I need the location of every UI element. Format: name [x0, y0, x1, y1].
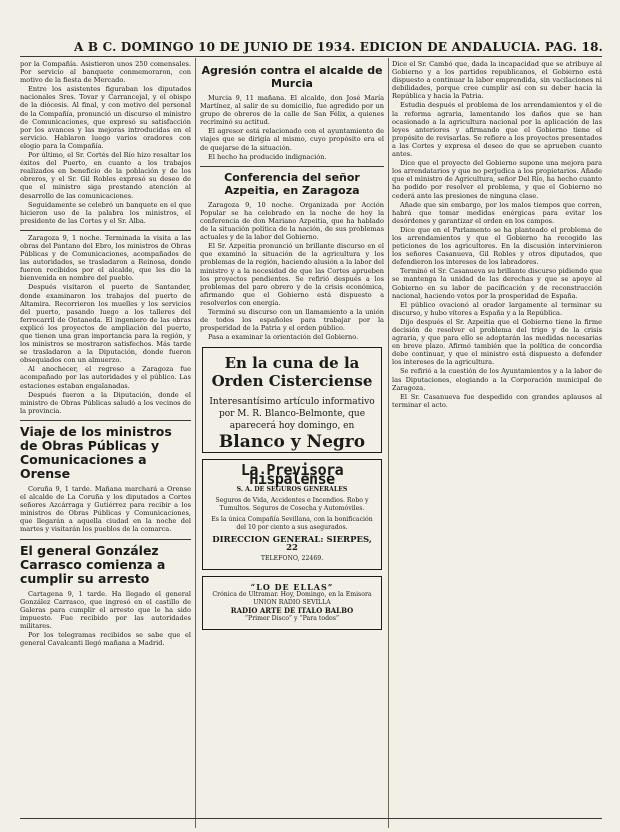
ad-line: Crónica de Ultramar. Hoy, Domingo, en la Emisora UNION RADIO SEVILLA: [212, 590, 372, 606]
article-paragraph: Cartagena 9, 1 tarde. Ha llegado el general González Carrasco, que ingresó en el castillo de Galeras para cumplir el arresto que le ha sido impuesto. Fue recibido por las autoridades militares.: [20, 589, 191, 630]
separator: [20, 230, 191, 231]
ad-title: “LO DE ELLAS”: [250, 581, 334, 592]
article-paragraph: Después fueron a la Diputación, donde el ministro de Obras Públicas saludó a los vecinos de la provincia.: [20, 390, 191, 415]
article-paragraph: Dice que en el Parlamento se ha planteado el problema de los arrendamientos y que el Gobierno ha recogido las peticiones de los agricultores. En la discusión intervinieron los señores Casanueva, Gil Robles y otros diputados, que defendieron los intereses de los labradores.: [392, 225, 602, 267]
ad-title: Blanco y Negro: [218, 432, 366, 453]
ad-subtitle: Interesantísimo artículo informativo por M. R. Blanco-Belmonte, que aparecerá hoy domingo, en: [209, 397, 375, 432]
separator: [20, 420, 191, 421]
column-3: [392, 60, 602, 820]
article-paragraph: Por último, el Sr. Cortés del Río hizo resaltar los éxitos del Puerto, en cuanto a los trabajos realizados en beneficio de la población y de los obreros, y el Sr. Gil Robles expresó su deseo de que el ministro siga prestando atención al desarrollo de las comunicaciones.: [20, 151, 191, 200]
article-paragraph: Terminó el Sr. Casanueva su brillante discurso pidiendo que se mantenga la unidad de las derechas y que se apoye al Gobierno en su labor de pacificación y de reconstrucción nacional, haciendo votos por la prosperidad de España.: [392, 267, 602, 300]
article-paragraph: El público ovacionó al orador largamente al terminar su discurso, y hubo vítores a España y a la República.: [392, 300, 602, 317]
page-header: A B C. DOMINGO 10 DE JUNIO DE 1934. EDICION DE ANDALUCIA. PAG. 18.: [74, 40, 604, 54]
article-paragraph: El hecho ha producido indignación.: [208, 152, 327, 161]
article-paragraph: Coruña 9, 1 tarde. Mañana marchará a Orense el alcalde de La Coruña y los diputados a Cortes señores Azcárraga y Gutiérrez para recibir a los ministros de Obras Públicas y Comunicaciones, que llegarán a aquella ciudad en la noche del martes y visitarán los pueblos de la comarca.: [20, 484, 191, 534]
advertisement-previsora: [202, 459, 382, 569]
article-paragraph: Murcia 9, 11 mañana. El alcalde, don José María Martínez, al salir de su domicilio, fue agredido por un grupo de obreros de la calle de San Félix, a quienes recriminó su actitud.: [200, 94, 384, 127]
article-paragraph: por la Compañía. Asistieron unos 250 comensales. Por servicio al banquete conmemoraron, con motivo de la fiesta de Mercado.: [20, 60, 191, 85]
ad-line: RADIO ARTE DE ITALO BALBO: [230, 605, 354, 615]
article-paragraph: Después visitaron el puerto de Santander, donde examinaron los trabajos del puerto de Altamira. Recorrieron los muelles y los servicios del puerto, pasando luego a los talleres del ferrocarril de Ontaneda. El ingeniero de las obras explicó los proyectos de ampliación del puerto, que tienen una gran importancia para la región, y los ministros se mostraron satisfechos. Más tarde se trasladaron a la Diputación, donde fueron obsequiados con un almuerzo.: [20, 283, 191, 365]
column-divider: [195, 58, 196, 828]
article-paragraph: Seguidamente se celebró un banquete en el que hicieron uso de la palabra los ministros, el presidente de las Cortes y el Sr. Alba.: [20, 200, 191, 225]
article-paragraph: Añade que sin embargo, por los malos tiempos que corren, habrá que tomar medidas enérgicas para evitar los desórdenes y garantizar el orden en los campos.: [392, 200, 602, 225]
article-paragraph: Entre los asistentes figuraban los diputados nacionales Sres. Tovar y Carrancejal, y el obispo de la diócesis. Al final, y con motivo del personal de la Compañía, pronunció un discurso el ministro de Comunicaciones, que expresó su satisfacción por los avances y las mejoras introducidas en el servicio. Hablaron luego varios oradores con elogio para la Compañía.: [20, 85, 191, 150]
separator: [200, 166, 384, 167]
advertisement-radio: [202, 576, 382, 630]
column-1: [20, 60, 191, 820]
article-paragraph: El Sr. Azpeitia pronunció un brillante discurso en el que examinó la situación de la agricultura y los problemas de la región, haciendo alusión a la labor del ministro y a la necesidad de que las Cortes aprueben los proyectos pendientes. Se refirió después a los problemas del paro obrero y de la crisis económica, afirmando que el Gobierno está dispuesto a resolverlos con energía.: [200, 242, 384, 307]
headline-azpeitia: Conferencia del señor Azpeitia, en Zaragoza: [224, 170, 360, 197]
article-paragraph: El Sr. Casanueva fue despedido con grandes aplausos al terminar el acto.: [392, 392, 602, 409]
column-divider: [388, 58, 389, 828]
column-2: [200, 60, 384, 820]
ad-title: La Previsora Hispalense: [240, 461, 344, 488]
article-paragraph: Terminó su discurso con un llamamiento a la unión de todos los españoles para trabajar por la prosperidad de la Patria y el orden público.: [200, 307, 384, 333]
ad-line: Seguros de Vida, Accidentes e Incendios. Robo y Tumultos. Seguros de Cosecha y Automóviles.: [215, 496, 369, 512]
article-paragraph: Por los telegramas recibidos se sabe que el general Cavalcanti llegó mañana a Madrid.: [20, 630, 191, 648]
article-paragraph: Zaragoza 9, 10 noche. Organizada por Acción Popular se ha celebrado en la noche de hoy la conferencia de don Mariano Azpeitia, que ha hablado de la situación política de la nación, de sus problemas actuales y de la labor del Gobierno.: [200, 200, 384, 242]
ad-line: Orden Cisterciense: [211, 372, 373, 391]
article-paragraph: Estudia después el problema de los arrendamientos y el de la reforma agraria, lamentando los daños que se han ocasionado a la agricultura nacional por la aplicación de las leyes anteriores y afirmando que el Gobierno tiene el propósito de revisarlas. Se refiere a los proyectos presentados a las Cortes y expresa el deseo de que se aprueben cuanto antes.: [392, 101, 602, 159]
separator: [20, 539, 191, 540]
headline-orense: Viaje de los ministros de Obras Públicas y Comunicaciones a Orense: [20, 423, 172, 481]
headline-murcia: Agresión contra el alcalde de Murcia: [201, 64, 383, 90]
ad-line: En la cuna de la: [224, 354, 360, 373]
ad-line: “Primer Disco” y “Para todos”: [244, 614, 340, 622]
article-paragraph: Se refirió a la cuestión de los Ayuntamientos y a la labor de las Diputaciones, elogiando a la Corporación municipal de Zaragoza.: [392, 367, 602, 392]
ad-line: S. A. DE SEGUROS GENERALES: [236, 485, 348, 493]
article-paragraph: Pasa a examinar la orientación del Gobierno.: [208, 333, 359, 342]
advertisement-blanco-y-negro: [202, 347, 382, 453]
article-paragraph: Zaragoza 9, 1 noche. Terminada la visita a las obras del Pantano del Ebro, los ministros de Obras Públicas y de Comunicaciones, acompañados de las autoridades, se trasladaron a Reinosa, donde fueron recibidos por el alcalde, que les dio la bienvenida en nombre del pueblo.: [20, 233, 191, 283]
ad-line: Es la única Compañía Sevillana, con la bonificación del 10 por ciento a sus asegurados.: [211, 515, 373, 531]
header-rule: [20, 56, 602, 57]
article-paragraph: El agresor está relacionado con el ayuntamiento de viajes que se dirigía al mismo, cuyo propósito era el de quejarse de la situación.: [200, 127, 384, 152]
article-paragraph: Dijo después el Sr. Azpeitia que el Gobierno tiene la firme decisión de resolver el problema del trigo y de la crisis agraria, y que para ello se adoptarán las medidas necesarias en breve plazo. Afirmó también que la política de concordia debe continuar, y que el ministro está dispuesto a defender los intereses de la agricultura.: [392, 317, 602, 367]
article-paragraph: Dice que el proyecto del Gobierno supone una mejora para los arrendatarios y que no perjudica a los propietarios. Añade que el ministro de Agricultura, señor Del Río, ha hecho cuanto ha podido por resolver el problema, y que el Gobierno no cederá ante las presiones de ninguna clase.: [392, 159, 602, 200]
ad-address: DIRECCION GENERAL: SIERPES, 22: [212, 534, 372, 553]
headline-gonzalez-carrasco: El general González Carrasco comienza a cumplir su arresto: [20, 542, 166, 586]
ad-phone: TELEFONO, 22469.: [260, 554, 324, 562]
article-paragraph: Al anochecer, el regreso a Zaragoza fue acompañado por las autoridades y el público. Las estaciones estaban engalanadas.: [20, 365, 191, 390]
article-paragraph: Dice el Sr. Cambó que, dada la incapacidad que se atribuye al Gobierno y a los partidos republicanos, el Gobierno está dispuesto a continuar la labor emprendida, sin vacilaciones ni debilidades, porque cree cumplir así con su deber hacia la República y hacia la Patria.: [392, 60, 602, 101]
footer-rule: [20, 818, 602, 819]
